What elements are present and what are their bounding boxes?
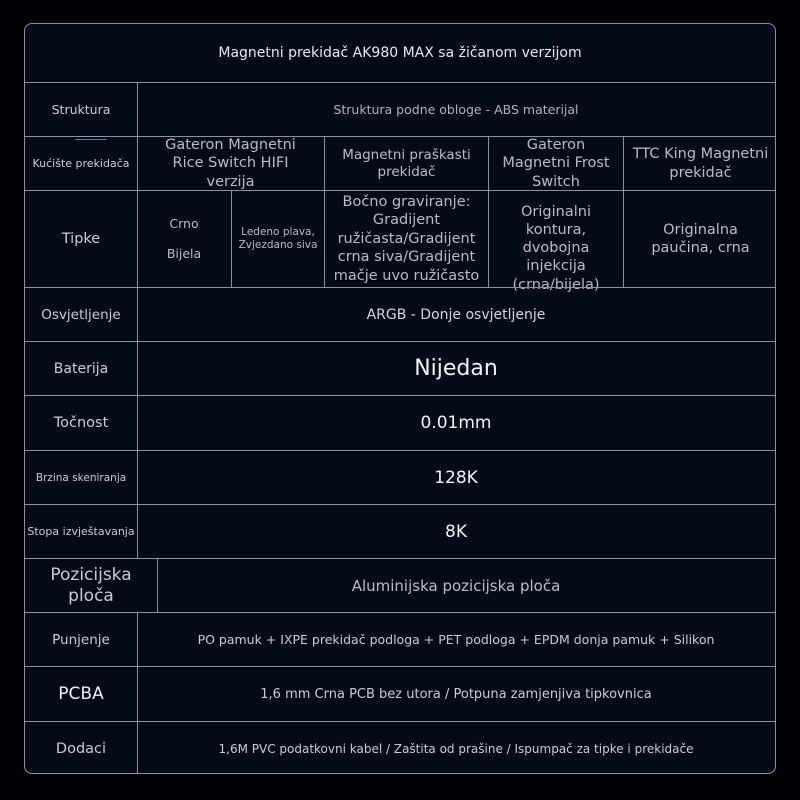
table-title: Magnetni prekidač AK980 MAX sa žičanom verzijom: [218, 45, 582, 61]
keycap-option-4: Originalni kontura, dvobojna injekcija (crna/bijela): [489, 191, 624, 287]
switch-option-4: TTC King Magnetni prekidač: [632, 146, 769, 181]
label-pcba: PCBA: [25, 667, 138, 721]
row-punjenje: [25, 612, 775, 666]
row-struktura: [25, 82, 775, 136]
row-tocnost: [25, 395, 775, 450]
label-dodaci: Dodaci: [25, 722, 138, 774]
label-brzina: Brzina skeniranja: [25, 451, 138, 504]
value-dodaci: 1,6M PVC podatkovni kabel / Zaštita od prašine / Ispumpač za tipke i prekidače: [218, 741, 694, 756]
label-stopa: Stopa izvještavanja: [25, 505, 138, 558]
value-tocnost: 0.01mm: [420, 413, 492, 433]
row-kuciste: [25, 136, 775, 190]
keycap-color-white: Bijela: [166, 246, 202, 261]
row-brzina: [25, 450, 775, 504]
keycap-option-3: Bočno graviranje: Gradijent ružičasta/Gradijent crna siva/Gradijent mačje uvo ružičasto: [325, 191, 489, 287]
value-osvjetljenje: ARGB - Donje osvjetljenje: [366, 306, 546, 323]
label-tocnost: Točnost: [25, 396, 138, 450]
keycap-option-1: [137, 191, 232, 287]
label-struktura: Struktura: [25, 83, 138, 136]
keycap-option-2: Ledeno plava, Zvjezdano siva: [232, 191, 325, 287]
label-kuciste: Kućište prekidača: [25, 137, 138, 190]
label-baterija: Baterija: [25, 342, 138, 395]
label-tipke: Tipke: [25, 191, 138, 287]
value-pcba: 1,6 mm Crna PCB bez utora / Potpuna zamjenjiva tipkovnica: [260, 686, 652, 702]
label-pozicijska: Pozicijska ploča: [25, 559, 158, 612]
row-baterija: [25, 341, 775, 395]
keycap-option-5: Originalna paučina, crna: [651, 221, 750, 256]
row-pozicijska: [25, 558, 775, 612]
row-pcba: [25, 666, 775, 721]
label-osvjetljenje: Osvjetljenje: [25, 288, 138, 341]
row-tipke: [25, 190, 775, 293]
row-stopa: [25, 504, 775, 558]
switch-option-1: Gateron Magnetni Rice Switch HIFI verzija: [137, 137, 325, 190]
row-dodaci: [25, 721, 775, 774]
keycap-color-black: Crno: [169, 216, 199, 232]
spec-table: [24, 23, 776, 774]
switch-option-2: Magnetni praškasti prekidač: [325, 137, 489, 190]
value-pozicijska: Aluminijska pozicijska ploča: [351, 576, 561, 595]
value-struktura: Struktura podne obloge - ABS materijal: [333, 102, 579, 117]
value-punjenje: PO pamuk + IXPE prekidač podloga + PET podloga + EPDM donja pamuk + Silikon: [197, 632, 715, 647]
row-osvjetljenje: [25, 287, 775, 341]
label-punjenje: Punjenje: [25, 613, 138, 666]
value-baterija: Nijedan: [414, 356, 498, 381]
switch-option-3: Gateron Magnetni Frost Switch: [489, 137, 624, 190]
value-stopa: 8K: [445, 521, 467, 542]
value-brzina: 128K: [434, 467, 478, 488]
